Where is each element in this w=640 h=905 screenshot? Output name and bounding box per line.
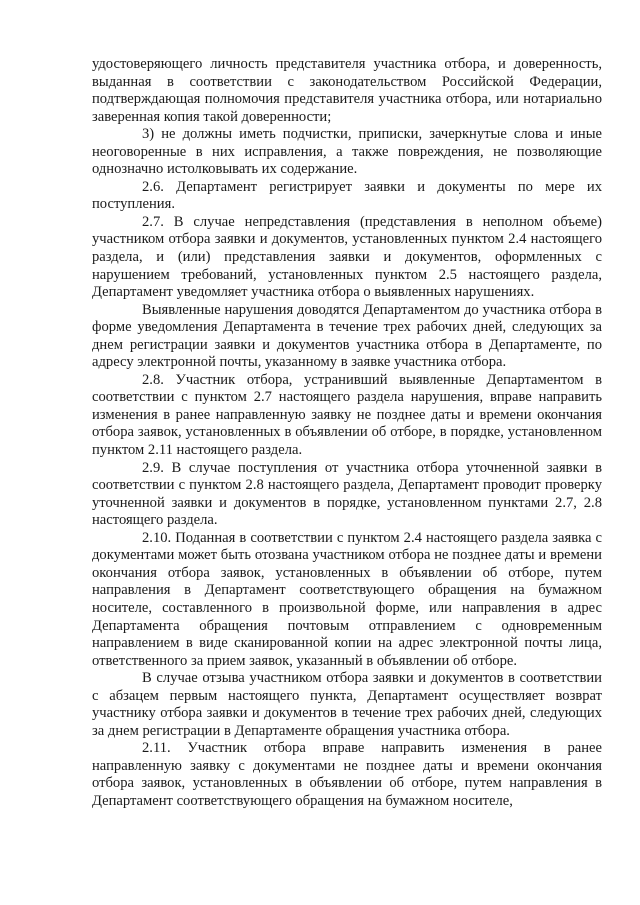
document-page <box>92 56 602 811</box>
paragraph-4: 2.7. В случае непредставления (представления в неполном объеме) участником отбора заявки и документов, установленных пунктом 2.4 настоящего раздела, и (или) представления заявки и документов, оформленных с нарушением требований, установленных пунктом 2.5 настоящего раздела, Департамент уведомляет участника отбора о выявленных нарушениях. <box>92 213 602 301</box>
paragraph-8: 2.10. Поданная в соответствии с пунктом 2.4 настоящего раздела заявка с документами может быть отозвана участником отбора не позднее даты и времени окончания отбора заявок, установленных в объявлении об отборе, путем направления в Департамент соответствующего обращения на бумажном носителе, составленного в произвольной форме, или направления в адрес Департамента обращения почтовым отправлением с одновременным направлением в виде сканированной копии на адрес электронной почты лица, ответственного за прием заявок, указанный в объявлении об отборе. <box>92 529 602 669</box>
paragraph-10: 2.11. Участник отбора вправе направить изменения в ранее направленную заявку с документами не позднее даты и времени окончания отбора заявок, установленных в объявлении об отборе, путем направления в Департамент соответствующего обращения на бумажном носителе, <box>92 740 602 809</box>
paragraph-7: 2.9. В случае поступления от участника отбора уточненной заявки в соответствии с пунктом 2.8 настоящего раздела, Департамент проводит проверку уточненной заявки и документов в порядке, установленном пунктами 2.7, 2.8 настоящего раздела. <box>92 459 602 529</box>
paragraph-5: Выявленные нарушения доводятся Департаментом до участника отбора в форме уведомления Департамента в течение трех рабочих дней, следующих за днем регистрации заявки и документов участника отбора в Департаменте, по адресу электронной почты, указанному в заявке участника отбора. <box>92 301 602 371</box>
paragraph-2: 3) не должны иметь подчистки, приписки, зачеркнутые слова и иные неоговоренные в них исправления, а также повреждения, не позволяющие однозначно истолковывать их содержание. <box>92 126 602 178</box>
paragraph-9: В случае отзыва участником отбора заявки и документов в соответствии с абзацем первым настоящего пункта, Департамент осуществляет возврат участнику отбора заявки и документов в течение трех рабочих дней, следующих за днем регистрации в Департаменте обращения участника отбора. <box>92 670 602 739</box>
paragraph-1: удостоверяющего личность представителя участника отбора, и доверенность, выданная в соответствии с законодательством Российской Федерации, подтверждающая полномочия представителя участника отбора, или нотариально заверенная копия такой доверенности; <box>92 56 602 125</box>
paragraph-6: 2.8. Участник отбора, устранивший выявленные Департаментом в соответствии с пунктом 2.7 настоящего раздела нарушения, вправе направить изменения в ранее направленную заявку не позднее даты и времени окончания отбора заявок, установленных в объявлении об отборе, в порядке, установленном пунктом 2.11 настоящего раздела. <box>92 371 602 459</box>
paragraph-3: 2.6. Департамент регистрирует заявки и документы по мере их поступления. <box>92 178 602 213</box>
